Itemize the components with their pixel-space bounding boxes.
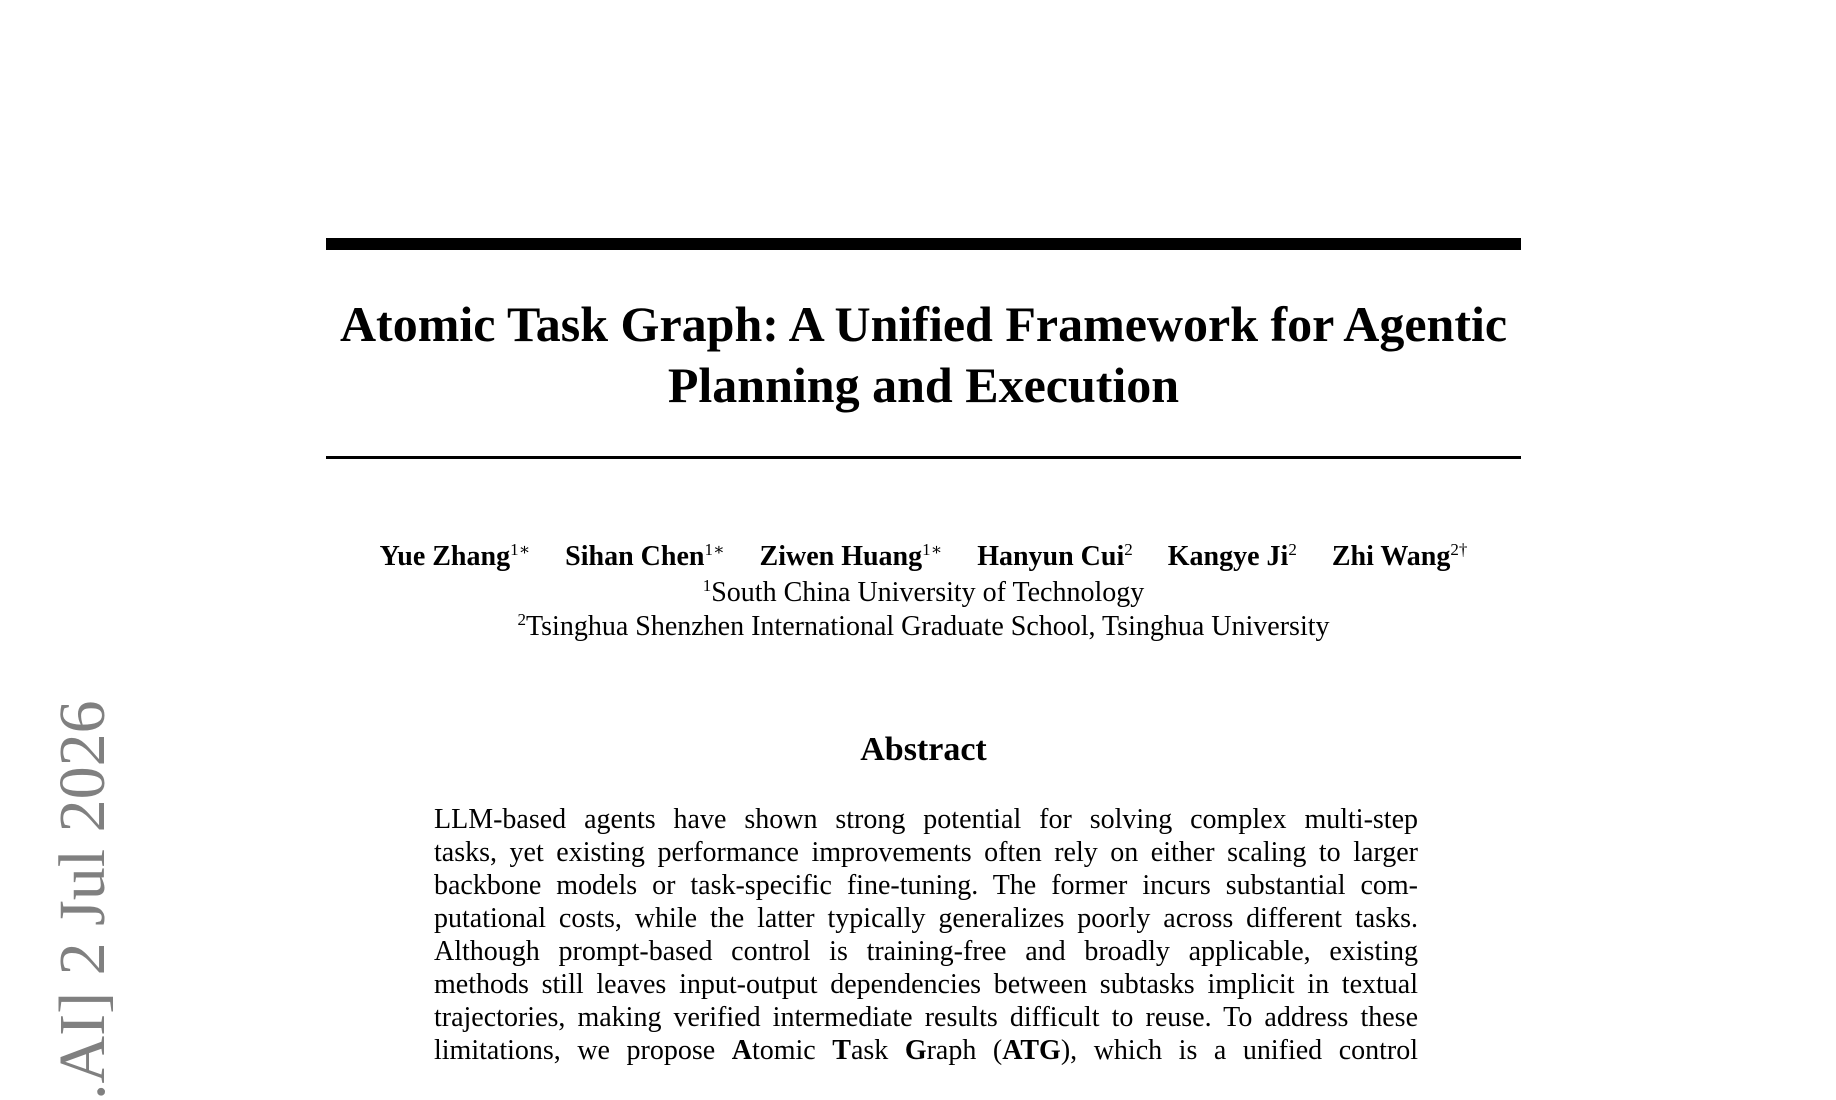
title-line-2: Planning and Execution (667, 357, 1180, 413)
author-mark: 2† (1450, 540, 1468, 559)
author: Yue Zhang$^{1∗}$ (379, 540, 531, 572)
author: Hanyun Cui$^2$ (977, 540, 1133, 572)
title-bottom-rule (326, 456, 1521, 459)
affiliation-mark: 2 (517, 610, 526, 629)
abstract-line: methods still leaves input-output dependencies between subtasks implicit in textual (434, 969, 1418, 1000)
author-mark: 1∗ (704, 540, 725, 559)
author: Ziwen Huang$^{1∗}$ (759, 540, 943, 572)
author-mark: 2 (1288, 540, 1297, 559)
paper-title (300, 294, 1547, 416)
abstract-line: limitations, we propose Atomic Task Graph (ATG), which is a unified control (434, 1035, 1419, 1066)
author: Sihan Chen$^{1∗}$ (565, 540, 725, 572)
affiliation-mark: 1 (702, 576, 712, 595)
title-top-rule (326, 238, 1521, 250)
author: Zhi Wang$^{2\dagger}$ (1331, 540, 1468, 572)
abstract-body (434, 803, 1418, 1067)
arxiv-stamp: .AI] 2 Jul 2026 (46, 700, 119, 1100)
abstract-line: backbone models or task-specific fine-tuning. The former incurs substantial com- (434, 870, 1418, 901)
abstract-line: trajectories, making verified intermediate results difficult to reuse. To address these (434, 1002, 1418, 1033)
abstract-line: LLM-based agents have shown strong potential for solving complex multi-step (434, 804, 1418, 835)
author-mark: 1∗ (510, 540, 531, 559)
abstract-line: tasks, yet existing performance improvements often rely on either scaling to larger (434, 837, 1418, 868)
author-mark: 1∗ (922, 540, 943, 559)
title-line-1: Atomic Task Graph: A Unified Framework for Agentic (339, 296, 1508, 352)
abstract-line: Although prompt-based control is training-free and broadly applicable, existing (434, 936, 1418, 967)
affiliation-2: $^2$Tsinghua Shenzhen International Graduate School, Tsinghua University (517, 610, 1330, 642)
affiliation-1: $^1$South China University of Technology (702, 576, 1145, 608)
abstract-heading: Abstract (860, 731, 987, 768)
author-mark: 2 (1124, 540, 1133, 559)
author: Kangye Ji$^2$ (1167, 540, 1297, 572)
abstract-line: putational costs, while the latter typically generalizes poorly across different tasks. (434, 903, 1418, 934)
author-list (300, 540, 1547, 574)
